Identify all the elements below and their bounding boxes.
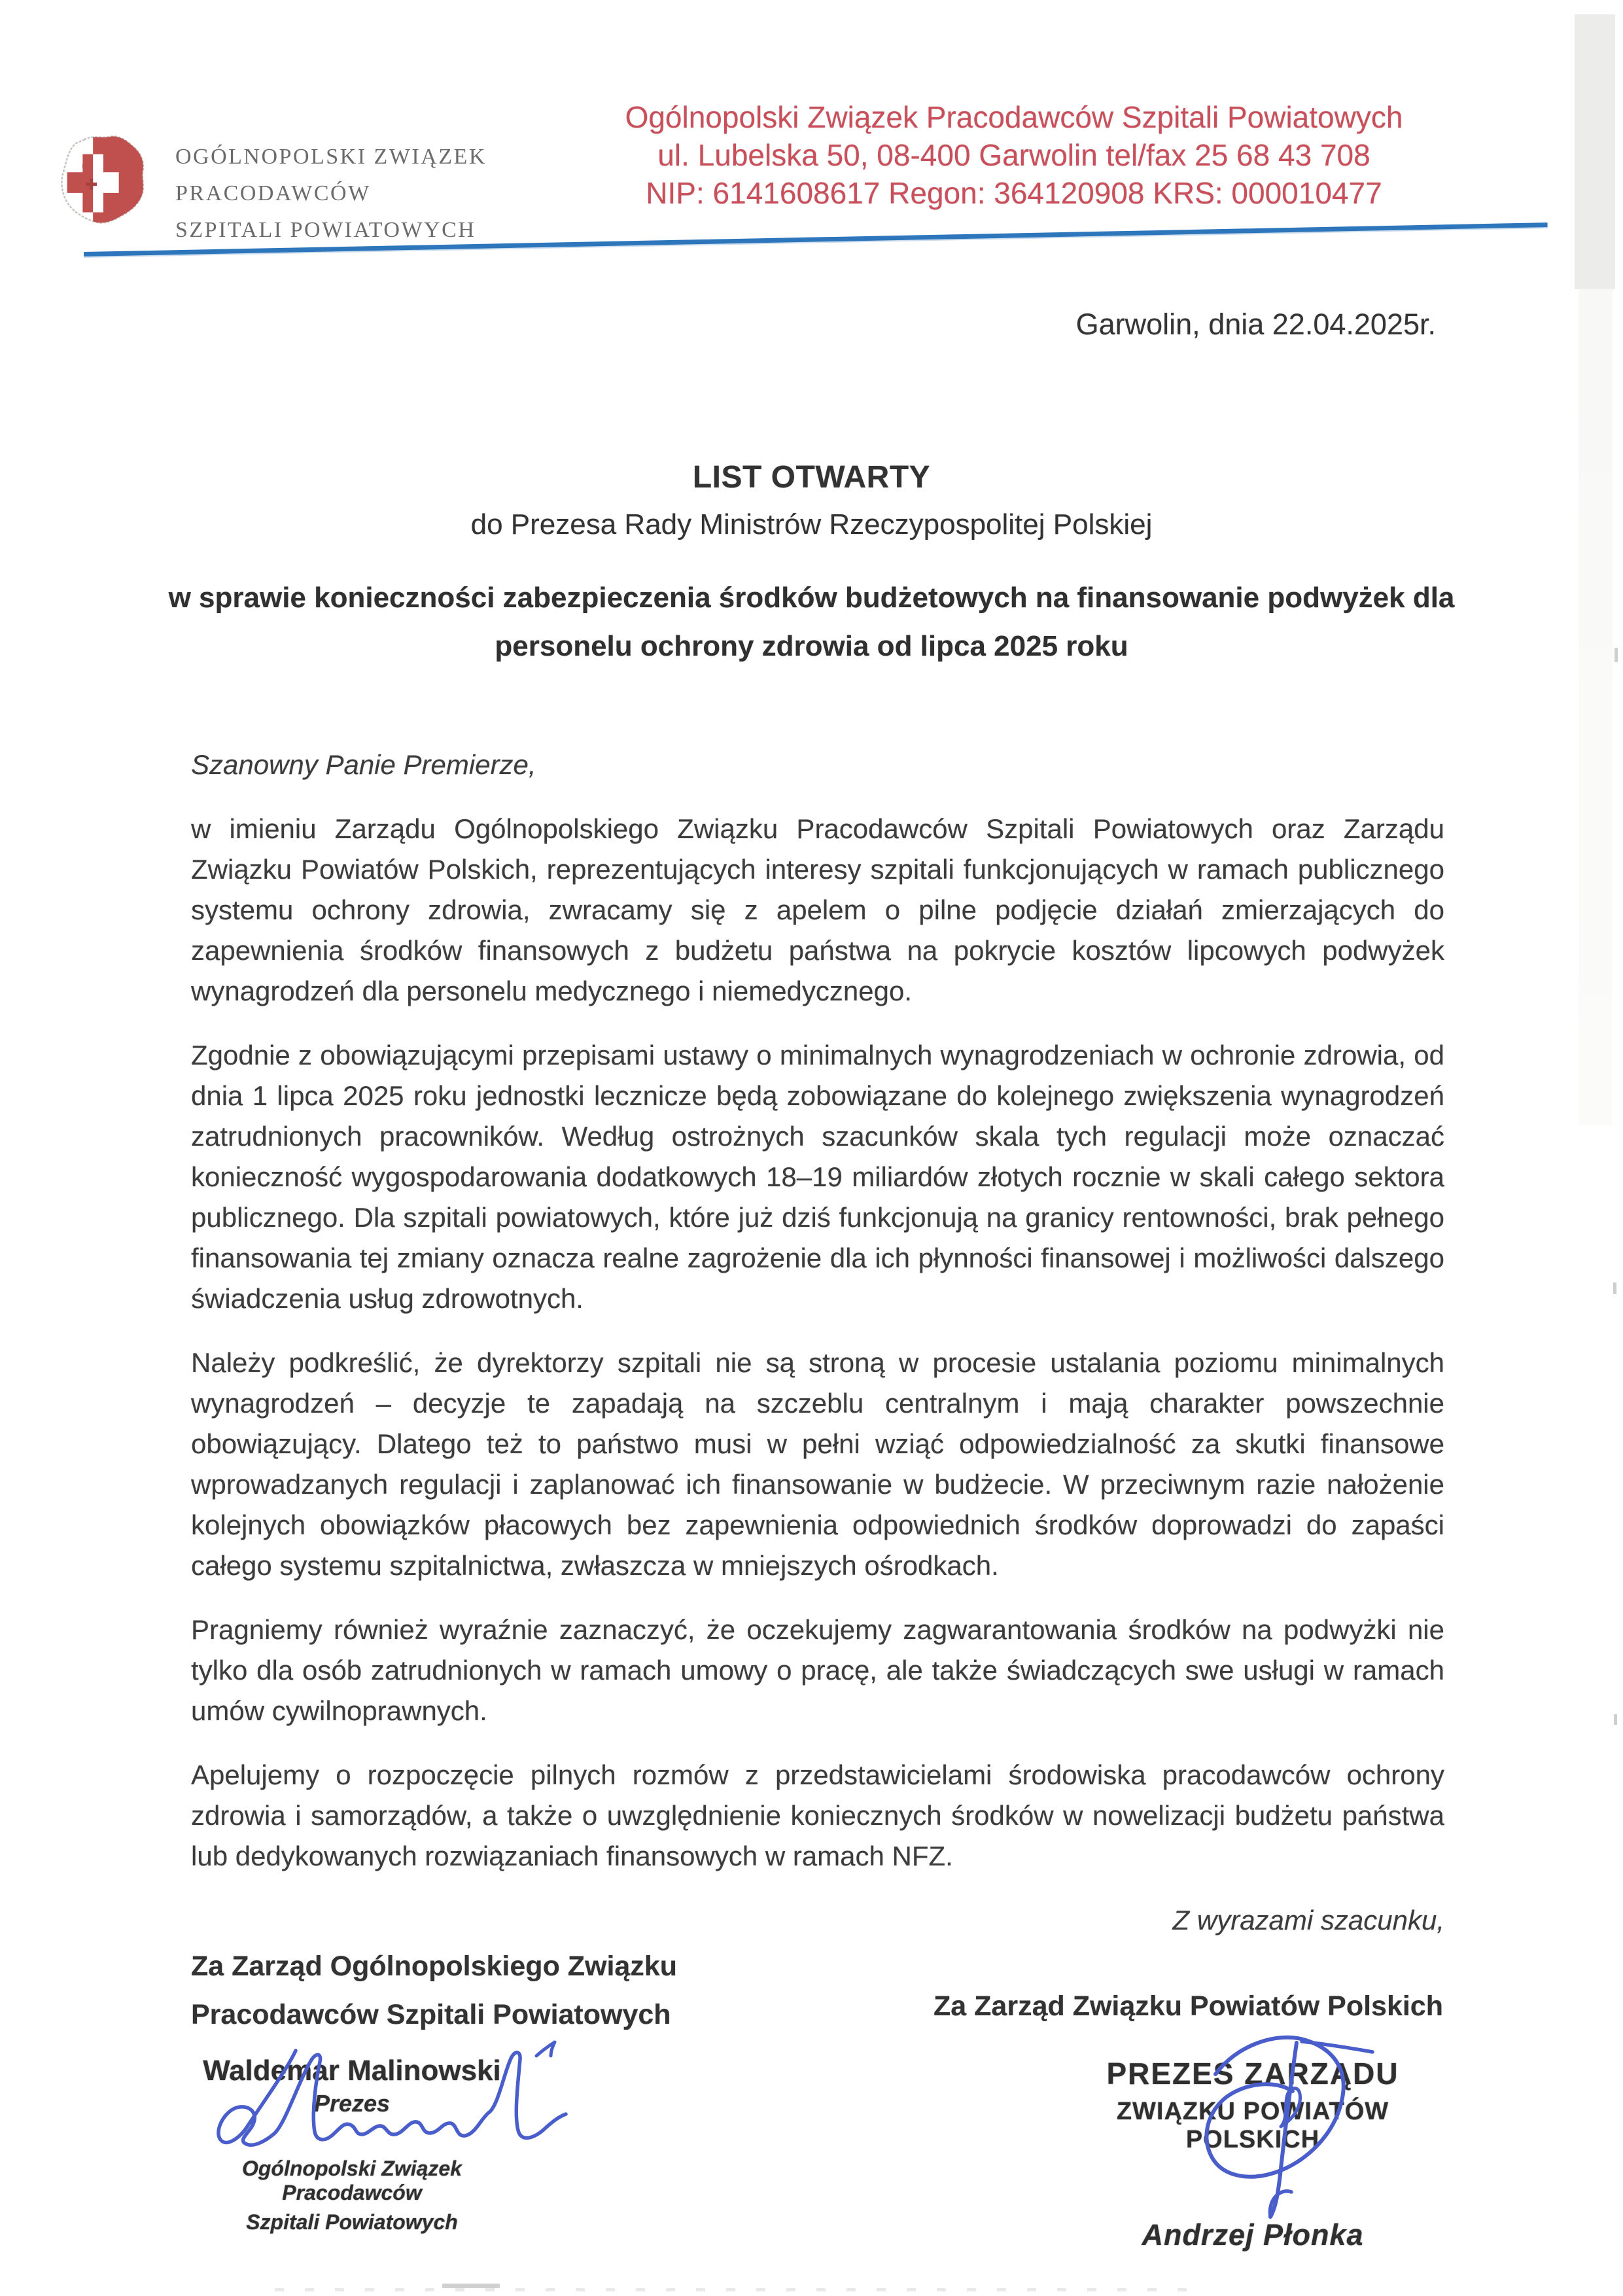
date-line: Garwolin, dnia 22.04.2025r.: [1075, 308, 1436, 341]
scan-mark-bottom: [442, 2284, 500, 2288]
letterhead-registry: NIP: 6141608617 Regon: 364120908 KRS: 000010477: [646, 176, 1382, 210]
scan-speckle-row: [275, 2288, 1191, 2291]
letterhead-org-name: Ogólnopolski Związek Pracodawców Szpitali Powiatowych: [625, 100, 1403, 134]
stamp-left-role: Prezes: [313, 2090, 391, 2117]
logo-caption: [175, 139, 487, 249]
paragraph-5: Apelujemy o rozpoczęcie pilnych rozmów z przedstawicielami środowiska pracodawców ochrony zdrowia i samorządów, a także o uwzględnienie koniecznych środków w nowelizacji budżetu państwa lub dedykowanych rozwiązaniach finansowych w ramach NFZ.: [191, 1759, 1444, 1871]
logo-caption-line2: PRACODAWCÓW: [175, 181, 371, 205]
letter-subject-line2: personelu ochrony zdrowia od lipca 2025 roku: [495, 630, 1128, 662]
letter-title: LIST OTWARTY: [692, 460, 931, 495]
scan-speckle: [1613, 1282, 1616, 1294]
stamp-left-org-line1: Ogólnopolski Związek Pracodawców: [241, 2157, 462, 2204]
signature-header-left: [191, 1942, 677, 2039]
poland-map-cross-icon: [49, 130, 152, 239]
scan-speckle: [1614, 1714, 1617, 1725]
letter-body: [191, 745, 1444, 1964]
stamp-right-role-line1: PREZES ZARZĄDU: [1106, 2057, 1399, 2091]
stamp-left-org-line2: Szpitali Powiatowych: [246, 2210, 458, 2234]
title-block: [0, 459, 1623, 671]
stamp-left-name: Waldemar Malinowski: [203, 2055, 501, 2087]
paragraph-2: Zgodnie z obowiązującymi przepisami ustawy o minimalnych wynagrodzeniach w ochronie zdrowia, od dnia 1 lipca 2025 roku jednostki lecznicze będą zobowiązane do kolejnego zwiększenia wynagrodzeń zatrudnionych pracowników. Według ostrożnych szacunków skala tych regulacji może oznaczać konieczność wygospodarowania dodatkowych 18–19 miliardów złotych rocznie w skali całego sektora publicznego. Dla szpitali powiatowych, które już dziś funkcjonują na granicy rentowności, brak pełnego finansowania tej zmiany oznacza realne zagrożenie dla ich płynności finansowej i możliwości dalszego świadczenia usług zdrowotnych.: [191, 1040, 1444, 1314]
signature-header-left-line2: Pracodawców Szpitali Powiatowych: [191, 1999, 671, 2030]
scan-artifact-faint: [1579, 288, 1613, 1125]
letter-subject: [0, 574, 1623, 671]
letter-addressee: do Prezesa Rady Ministrów Rzeczypospolitej Polskiej: [470, 508, 1153, 540]
stamp-right-role-line2: ZWIĄZKU POWIATÓW POLSKICH: [1116, 2098, 1389, 2153]
letterhead: [608, 98, 1420, 212]
paragraph-1: w imieniu Zarządu Ogólnopolskiego Związku Pracodawców Szpitali Powiatowych oraz Zarządu Związku Powiatów Polskich, reprezentujących interesy szpitali funkcjonujących w ramach publicznego systemu ochrony zdrowia, zwracamy się z apelem o pilne podjęcie działań zmierzających do zapewnienia środków finansowych z budżetu państwa na pokrycie kosztów lipcowych podwyżek wynagrodzeń dla personelu medycznego i niemedycznego.: [191, 813, 1444, 1006]
logo-caption-line1: OGÓLNOPOLSKI ZWIĄZEK: [175, 145, 487, 169]
letterhead-address: ul. Lubelska 50, 08-400 Garwolin tel/fax 25 68 43 708: [657, 138, 1370, 172]
signature-stamp-left: [188, 2055, 515, 2234]
letter-subject-line1: w sprawie konieczności zabezpieczenia środków budżetowych na finansowanie podwyżek dla: [168, 582, 1455, 614]
paragraph-3: Należy podkreślić, że dyrektorzy szpitali nie są stroną w procesie ustalania poziomu minimalnych wynagrodzeń – decyzje te zapadają na szczeblu centralnym i mają charakter powszechnie obowiązujący. Dlatego też to państwo musi w pełni wziąć odpowiedzialność za skutki finansowe wprowadzanych regulacji i zaplanować ich finansowanie w budżecie. W przeciwnym razie nałożenie kolejnych obowiązków płacowych bez zapewnienia odpowiednich środków doprowadzi do zapaści całego systemu szpitalnictwa, zwłaszcza w mniejszych ośrodkach.: [191, 1347, 1444, 1581]
paragraph-4: Pragniemy również wyraźnie zaznaczyć, że oczekujemy zagwarantowania środków na podwyżki nie tylko dla osób zatrudnionych w ramach umowy o pracę, ale także świadczących swe usługi w ramach umów cywilnoprawnych.: [191, 1614, 1444, 1726]
stamp-right-name: Andrzej Płonka: [1142, 2218, 1364, 2252]
scan-artifact-strip: [1575, 14, 1615, 289]
salutation: Szanowny Panie Premierze,: [191, 749, 536, 780]
signature-header-right: Za Zarząd Związku Powiatów Polskich: [934, 1990, 1443, 2022]
signature-header-left-line1: Za Zarząd Ogólnopolskiego Związku: [191, 1951, 678, 1982]
closing-line: Z wyrazami szacunku,: [1172, 1905, 1444, 1935]
logo-caption-line3: SZPITALI POWIATOWYCH: [175, 218, 476, 242]
signature-stamp-right: [1089, 2056, 1416, 2252]
